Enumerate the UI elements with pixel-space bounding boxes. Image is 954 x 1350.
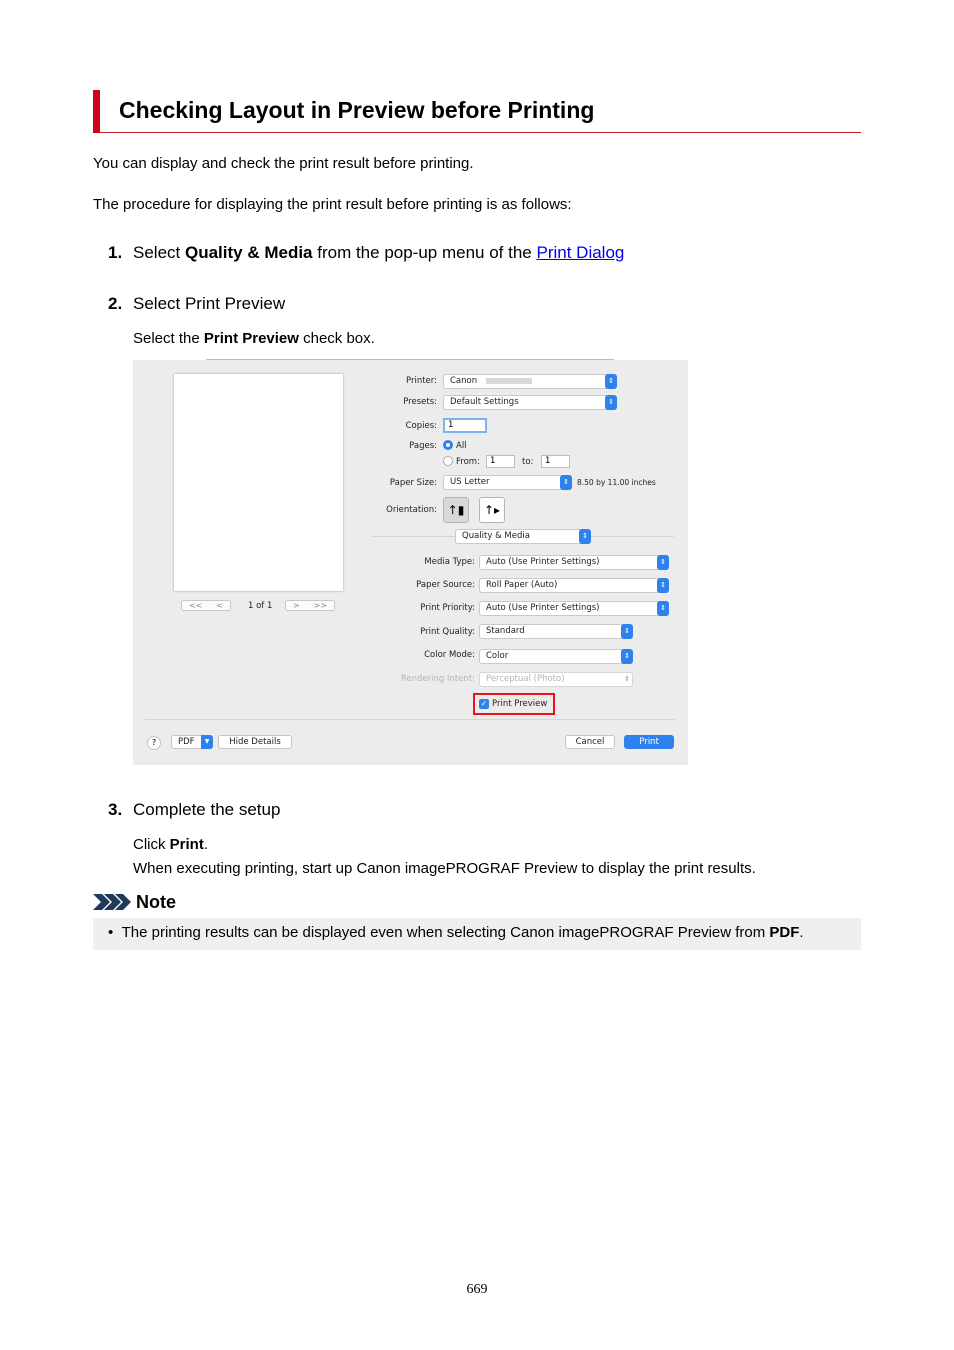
preview-page-count: 1 of 1 xyxy=(248,601,273,611)
copies-field[interactable]: 1 xyxy=(443,418,487,433)
pages-all-label: All xyxy=(456,441,467,451)
presets-popup[interactable]: Default Settings ⇕ xyxy=(443,395,617,410)
print-priority-label: Print Priority: xyxy=(420,603,475,613)
chevron-updown-icon: ⇕ xyxy=(657,555,669,570)
paper-source-popup[interactable]: Roll Paper (Auto) ⇕ xyxy=(479,578,669,593)
cancel-button[interactable]: Cancel xyxy=(565,735,615,749)
paper-size-popup[interactable]: US Letter ⇕ xyxy=(443,475,572,490)
divider xyxy=(145,719,675,720)
pages-from-field[interactable]: 1 xyxy=(486,455,515,468)
chevron-updown-icon: ⇕ xyxy=(657,578,669,593)
preview-nav-forward[interactable]: > >> xyxy=(285,600,335,611)
color-mode-popup[interactable]: Color ⇕ xyxy=(479,649,633,664)
intro-paragraph-1: You can display and check the print result before printing. xyxy=(93,155,474,172)
paper-size-dimensions: 8.50 by 11.00 inches xyxy=(577,478,656,487)
step-3-click: Click Print. xyxy=(133,836,209,853)
pages-all-radio[interactable] xyxy=(443,440,453,450)
portrait-orientation-icon[interactable]: ↑▮ xyxy=(443,497,469,523)
media-type-popup[interactable]: Auto (Use Printer Settings) ⇕ xyxy=(479,555,669,570)
heading-accent-bar xyxy=(93,90,100,133)
landscape-orientation-icon[interactable]: ↑▸ xyxy=(479,497,505,523)
chevron-updown-icon: ⇕ xyxy=(657,601,669,616)
presets-label: Presets: xyxy=(403,397,437,407)
print-preview-label: Print Preview xyxy=(492,699,548,709)
print-button[interactable]: Print xyxy=(624,735,674,749)
rendering-intent-label: Rendering Intent: xyxy=(400,674,475,684)
step-3-description: When executing printing, start up Canon imagePROGRAF Preview to display the print results. xyxy=(133,860,756,877)
pdf-button[interactable]: PDF ▼ xyxy=(171,735,213,749)
pages-to-field[interactable]: 1 xyxy=(541,455,570,468)
print-dialog-link[interactable]: Print Dialog xyxy=(536,243,625,262)
pages-from-label: From: xyxy=(456,457,480,467)
print-quality-popup[interactable]: Standard ⇕ xyxy=(479,624,633,639)
step-2-number: 2. xyxy=(108,294,123,313)
chevron-updown-icon: ⇕ xyxy=(621,649,633,664)
copies-label: Copies: xyxy=(405,421,437,431)
chevron-updown-icon: ⇕ xyxy=(605,374,617,389)
page-number: 669 xyxy=(466,1282,488,1297)
chevron-updown-icon: ⇕ xyxy=(621,624,633,639)
color-mode-label: Color Mode: xyxy=(424,650,475,660)
rendering-intent-popup: Perceptual (Photo) ⇕ xyxy=(479,672,633,687)
intro-paragraph-2: The procedure for displaying the print result before printing is as follows: xyxy=(93,196,572,213)
preview-nav-back[interactable]: << < xyxy=(181,600,231,611)
step-3-number: 3. xyxy=(108,800,123,819)
step-1-text: Select Quality & Media from the pop-up menu of the Print Dialog xyxy=(133,243,625,262)
paper-source-label: Paper Source: xyxy=(416,580,475,590)
chevron-updown-icon: ⇕ xyxy=(605,395,617,410)
chevron-updown-icon: ⇕ xyxy=(560,475,572,490)
chevron-updown-icon: ⇕ xyxy=(579,529,591,544)
print-quality-label: Print Quality: xyxy=(420,627,475,637)
note-arrows-icon xyxy=(93,894,131,910)
note-text: • The printing results can be displayed even when selecting Canon imagePROGRAF Preview from PDF. xyxy=(108,924,804,941)
print-dialog-screenshot xyxy=(133,360,688,765)
print-preview-checkbox[interactable]: ✓ xyxy=(480,699,488,708)
media-type-label: Media Type: xyxy=(424,557,475,567)
chevron-down-icon: ▼ xyxy=(201,735,213,749)
help-button[interactable]: ? xyxy=(147,736,161,750)
printer-label: Printer: xyxy=(406,376,437,386)
heading-rule xyxy=(100,132,861,133)
panel-popup[interactable]: Quality & Media ⇕ xyxy=(455,529,591,544)
page-title: Checking Layout in Preview before Printing xyxy=(119,97,595,123)
step-2-title: Select Print Preview xyxy=(133,294,286,313)
step-1-number: 1. xyxy=(108,243,123,262)
pages-label: Pages: xyxy=(409,441,437,451)
note-label: Note xyxy=(136,892,176,912)
step-3-title: Complete the setup xyxy=(133,800,281,819)
pages-to-label: to: xyxy=(522,457,534,467)
orientation-label: Orientation: xyxy=(386,505,437,515)
pages-from-radio[interactable] xyxy=(443,456,453,466)
preview-page xyxy=(174,374,343,591)
paper-size-label: Paper Size: xyxy=(389,478,437,488)
printer-popup[interactable]: Canon ⇕ xyxy=(443,374,617,389)
hide-details-button[interactable]: Hide Details xyxy=(218,735,292,749)
step-2-description: Select the Print Preview check box. xyxy=(133,330,375,347)
print-priority-popup[interactable]: Auto (Use Printer Settings) ⇕ xyxy=(479,601,669,616)
chevron-updown-icon: ⇕ xyxy=(624,675,630,683)
